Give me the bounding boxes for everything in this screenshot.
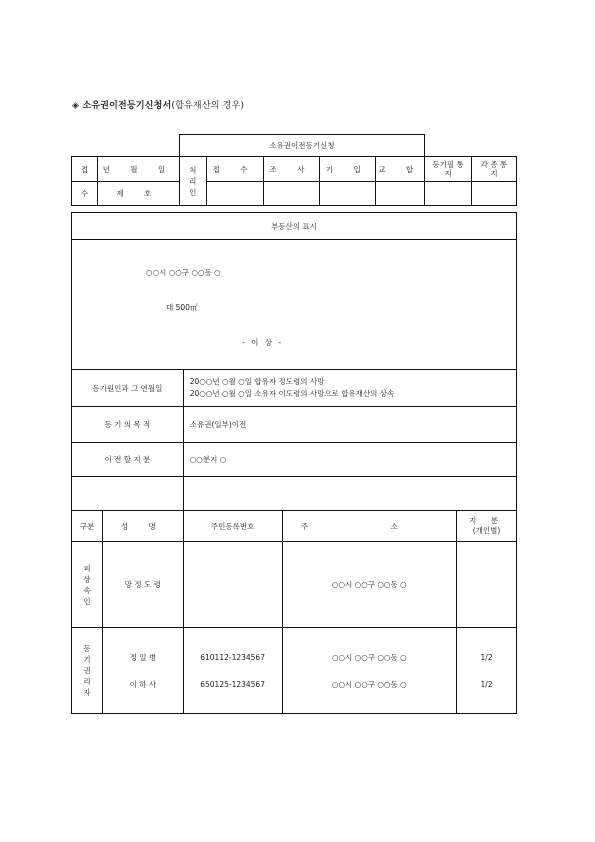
- decedent-address: ○○시 ○○구 ○○동 ○: [282, 542, 457, 628]
- reception-label-2: 수: [72, 182, 98, 206]
- number-label: 제 호: [97, 182, 179, 206]
- blank-label: [72, 477, 184, 511]
- property-end: - 이 상 -: [242, 338, 284, 347]
- date-label: 년 월 일: [97, 157, 179, 182]
- reception-cell: [206, 182, 263, 206]
- diamond-icon: ◈: [72, 101, 80, 111]
- decedent-type: 피 상 속 인: [72, 542, 103, 628]
- form-title: 소유권이전등기신청서: [82, 101, 172, 111]
- purpose-label: 등 기 의 목 적: [72, 407, 184, 443]
- form-subtitle: (합유재산의 경우): [171, 101, 245, 111]
- decedent-share: [457, 542, 517, 628]
- reception-label: 접: [72, 157, 98, 182]
- cause-value: 20○○년 ○월 ○일 합유자 정도령의 사망 20○○년 ○월 ○일 소유자 이도령의 사망으로 합유재산의 상속: [183, 370, 516, 407]
- purpose-value: 소유권(일부)이전: [183, 407, 516, 443]
- col-verification: 교 합: [376, 157, 425, 182]
- rightholder-ids: 610112-1234567 650125-1234567: [183, 628, 282, 714]
- decedent-id: [183, 542, 282, 628]
- property-description: [72, 240, 517, 370]
- col-reception: 접 수: [206, 157, 263, 182]
- document-title: [72, 98, 244, 111]
- share-value: ○○분지 ○: [183, 443, 516, 477]
- various-notice-cell: [472, 182, 517, 206]
- processor-label: 처 리 인: [179, 157, 206, 206]
- decedent-name: 망 정 도 령: [102, 542, 183, 628]
- property-table: [71, 212, 517, 511]
- col-various-notice: 각 종 통 지: [472, 157, 517, 182]
- verification-cell: [376, 182, 425, 206]
- rightholder-names: 정 일 병 이 하 사: [102, 628, 183, 714]
- cause-label: 등기원인과 그 연월일: [72, 370, 184, 407]
- rightholder-shares: 1/2 1/2: [457, 628, 517, 714]
- col-registration-notice: 등기필 통 지: [425, 157, 472, 182]
- col-inspection: 조 사: [263, 157, 320, 182]
- property-header: 부동산의 표시: [72, 213, 517, 240]
- col-entry: 기 입: [320, 157, 376, 182]
- inspection-cell: [263, 182, 320, 206]
- header-type: 구분: [72, 511, 103, 542]
- rightholder-addresses: ○○시 ○○구 ○○동 ○ ○○시 ○○구 ○○동 ○: [282, 628, 457, 714]
- header-share: 지 분 (개인별): [457, 511, 517, 542]
- header-address: 주 소: [282, 511, 457, 542]
- registration-notice-cell: [425, 182, 472, 206]
- parties-table: [71, 510, 517, 714]
- entry-cell: [320, 182, 376, 206]
- rightholder-type: 등 기 권 리 자: [72, 628, 103, 714]
- application-title: 소유권이전등기신청: [179, 135, 424, 157]
- header-id: 주민등록번호: [183, 511, 282, 542]
- office-use-table: [71, 134, 517, 206]
- blank-value: [183, 477, 516, 511]
- share-label: 이 전 할 지 분: [72, 443, 184, 477]
- header-name: 성 명: [102, 511, 183, 542]
- property-address: ○○시 ○○구 ○○동 ○: [146, 268, 221, 277]
- property-area: 대 500㎡: [166, 303, 198, 312]
